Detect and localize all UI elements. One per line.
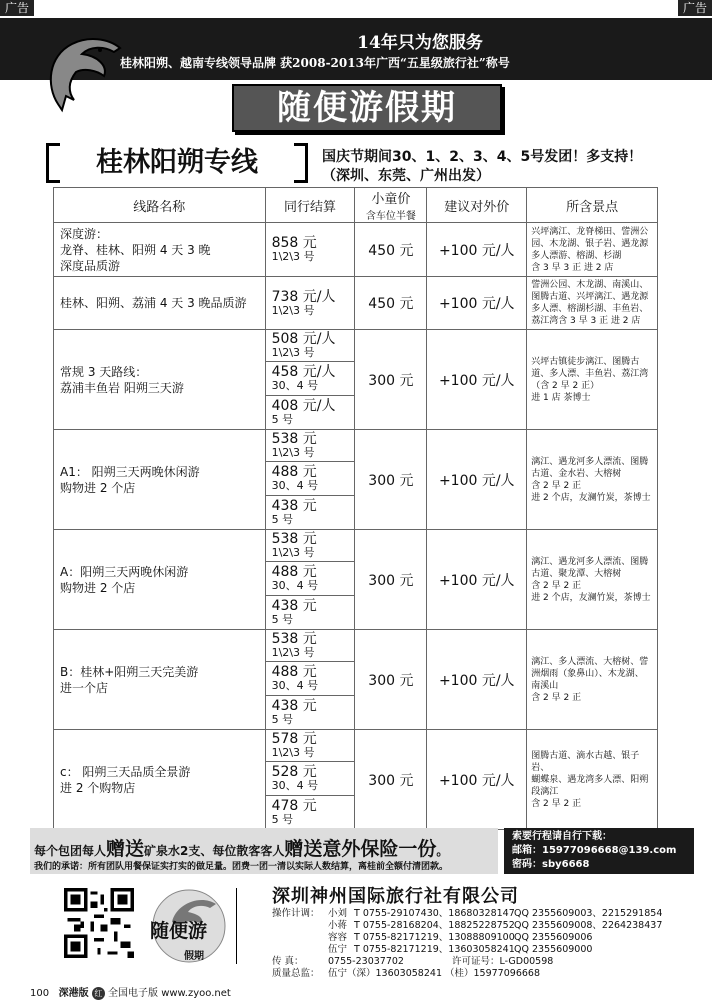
table-header-row	[54, 188, 658, 223]
spots-line: 含 2 早 2 正	[531, 580, 582, 591]
peer-price: 508 元/人	[271, 331, 336, 347]
promo-gift1: 赠送	[106, 838, 145, 860]
license-number: 许可证号：L-GD00598	[452, 956, 554, 967]
departure-dates: 5 号	[271, 813, 294, 826]
company-name: 深圳神州国际旅行社有限公司	[272, 886, 519, 907]
peer-price-cell	[265, 277, 355, 330]
spots-line: 古道、聚龙潭、大榕树	[531, 568, 622, 579]
spots-line: 漓江、遇龙河多人漂流、图腾	[531, 456, 649, 467]
promo-part2: 矿泉水2支、每位散客客人	[144, 844, 285, 858]
route-title-text: 桂林阳朔专线	[96, 147, 258, 178]
route-name-line: B：桂林+阳朔三天完美游	[60, 664, 199, 679]
included-spots-cell	[527, 430, 658, 530]
contact-qq: QQ 2355609003、2215291854	[514, 908, 663, 919]
route-name-cell	[54, 430, 266, 530]
peer-price: 538 元	[271, 631, 317, 647]
peer-price: 438 元	[271, 698, 317, 714]
table-row	[54, 430, 658, 462]
route-name-cell	[54, 330, 266, 430]
price-table	[53, 187, 658, 830]
spots-line: 古道、金水岩、大榕树	[531, 468, 622, 479]
spots-line: （含 2 早 2 正）	[531, 380, 600, 391]
footer-divider	[236, 888, 237, 964]
peer-price: 438 元	[271, 598, 317, 614]
suggested-price-cell: +100 元/人	[427, 730, 527, 830]
departure-dates: 5 号	[271, 713, 294, 726]
qr-code-icon[interactable]	[64, 888, 134, 958]
contact-phone[interactable]: T 0755-82171219、13603058241	[354, 944, 515, 955]
departure-dates: 1\2\3 号	[271, 303, 315, 317]
fax-number: 0755-23037702	[328, 956, 404, 967]
peer-price-cell	[265, 330, 355, 362]
header-child-label: 小童价	[371, 192, 411, 207]
spots-line: 兴坪漓江、龙脊梯田、訾洲公	[531, 226, 649, 237]
table-row	[54, 730, 658, 762]
route-name-cell	[54, 277, 266, 330]
route-name-line: 深度品质游	[60, 258, 121, 273]
ad-label-left: 广告	[0, 0, 34, 16]
included-spots-cell	[527, 630, 658, 730]
emblem-subtitle: 假期	[184, 951, 204, 962]
contact-phone[interactable]: T 0755-28168204、18825228752	[354, 920, 515, 931]
manager-contact: 伍宁（深）13603058241 （桂）15977096668	[328, 968, 540, 979]
promo-gift2: 赠送意外保险一份	[284, 838, 437, 860]
emblem-title: 随便游	[150, 920, 208, 942]
included-spots-cell	[527, 530, 658, 630]
peer-price: 458 元/人	[271, 364, 336, 380]
manager-label: 质量总监：	[272, 968, 320, 979]
departure-notice	[322, 148, 702, 186]
page-footer	[30, 984, 231, 1000]
download-title: 索要行程请自行下载：	[512, 831, 612, 842]
suggested-price-cell: +100 元/人	[427, 277, 527, 330]
edition-badge-icon: 红	[92, 987, 105, 1000]
spots-line: 道、多人漂、丰鱼岩、荔江湾	[531, 368, 649, 379]
departure-dates: 5 号	[271, 413, 294, 426]
peer-price: 408 元/人	[271, 398, 336, 414]
departure-dates: 30、4 号	[271, 779, 319, 792]
route-name-line: A：阳朔三天两晚休闲游	[60, 564, 189, 579]
promo-line1	[34, 834, 504, 861]
peer-price-cell	[265, 796, 355, 830]
spots-line: 洲烟雨（象鼻山）、木龙湖、	[531, 668, 644, 679]
peer-price-cell	[265, 430, 355, 462]
departure-dates: 30、4 号	[271, 479, 319, 492]
peer-price-cell	[265, 662, 355, 696]
table-row	[54, 630, 658, 662]
email-value[interactable]: 15977096668@139.com	[542, 845, 677, 856]
contact-name: 伍宁	[328, 944, 348, 955]
peer-price: 478 元	[271, 798, 317, 814]
included-spots-cell	[527, 223, 658, 277]
contact-name: 小蒋	[328, 920, 348, 931]
ops-label: 操作计调：	[272, 908, 320, 919]
route-name-line: 进 2 个购物店	[60, 780, 136, 795]
route-name-line: 进一个店	[60, 680, 109, 695]
spots-line: 含 3 早 3 正 进 2 店	[531, 262, 614, 273]
header-route: 线路名称	[54, 188, 266, 223]
peer-price-cell	[265, 530, 355, 562]
suggested-price-cell: +100 元/人	[427, 223, 527, 277]
spots-line: 园、木龙湖、银子岩、遇龙源	[531, 238, 649, 249]
contact-qq: QQ 2355609000	[514, 944, 593, 955]
route-name-line: 购物进 2 个店	[60, 580, 136, 595]
email-label: 邮箱：	[512, 845, 542, 856]
spots-line: 图腾古道、滴水古越、银子岩、	[531, 750, 640, 773]
peer-price: 858 元	[271, 235, 317, 251]
route-name-line: 购物进 2 个店	[60, 480, 136, 495]
edition-label: 深港版	[58, 988, 89, 999]
child-price-cell: 300 元	[355, 530, 427, 630]
peer-price: 488 元	[271, 564, 317, 580]
notice-line2: （深圳、东莞、广州出发）	[322, 168, 490, 184]
child-price-cell: 300 元	[355, 330, 427, 430]
child-price-cell: 300 元	[355, 430, 427, 530]
banner-subtitle: 桂林阳朔、越南专线领导品牌 获2008-2013年广西“五星级旅行社”称号	[120, 56, 510, 70]
suggested-price-cell: +100 元/人	[427, 630, 527, 730]
peer-price-cell	[265, 362, 355, 396]
spots-line: 含 2 早 2 正	[531, 692, 582, 703]
spots-line: 进 1 店 茶博士	[531, 392, 591, 403]
route-name-cell	[54, 223, 266, 277]
departure-dates: 30、4 号	[271, 579, 319, 592]
spots-line: 进 2 个店，友澜竹炭，茶博士	[531, 592, 651, 603]
spots-line: 漓江、遇龙河多人漂流、图腾	[531, 556, 649, 567]
peer-price: 528 元	[271, 764, 317, 780]
spots-line: 进 2 个店，友澜竹炭，茶博士	[531, 492, 651, 503]
promo-bar	[30, 828, 498, 874]
route-name-cell	[54, 730, 266, 830]
departure-dates: 1\2\3 号	[271, 646, 315, 659]
peer-price: 538 元	[271, 531, 317, 547]
password-label: 密码：	[512, 859, 542, 870]
departure-dates: 1\2\3 号	[271, 746, 315, 759]
spots-line: 兴坪古镇徒步漓江、图腾古	[531, 356, 640, 367]
route-title	[46, 143, 308, 183]
route-name-line: 荔浦丰鱼岩 阳朔三天游	[60, 380, 184, 395]
peer-price-cell	[265, 762, 355, 796]
site-link[interactable]: 全国电子版 www.zyoo.net	[108, 988, 231, 999]
included-spots-cell	[527, 277, 658, 330]
spots-line: 南溪山	[531, 680, 559, 691]
peer-price-cell	[265, 630, 355, 662]
peer-price: 738 元/人	[271, 288, 336, 305]
spots-line: 多人漂、榕湖杉湖、丰鱼岩、	[531, 304, 649, 314]
peer-price: 438 元	[271, 498, 317, 514]
route-name-line: 龙脊、桂林、阳朔 4 天 3 晚	[60, 242, 211, 257]
peer-price: 488 元	[271, 664, 317, 680]
peer-price: 488 元	[271, 464, 317, 480]
spots-line: 多人漂游、榕湖、杉湖	[531, 250, 622, 261]
child-price-cell: 300 元	[355, 630, 427, 730]
departure-dates: 1\2\3 号	[271, 446, 315, 459]
peer-price: 538 元	[271, 431, 317, 447]
departure-dates: 1\2\3 号	[271, 250, 315, 263]
suggested-price-cell: +100 元/人	[427, 330, 527, 430]
bracket-right	[294, 143, 308, 183]
contact-phone[interactable]: T 0755-82171219、13088809100	[354, 932, 515, 943]
route-name-line: c： 阳朔三天品质全景游	[60, 764, 191, 779]
departure-dates: 30、4 号	[271, 379, 319, 392]
header-suggest-price: 建议对外价	[427, 188, 527, 223]
contact-name: 小刘	[328, 908, 348, 919]
ad-label-right: 广告	[678, 0, 712, 16]
route-name-line: 深度游：	[60, 226, 109, 241]
table-row	[54, 530, 658, 562]
spots-line: 漓江、多人漂流、大榕树、訾	[531, 656, 649, 667]
password-value: sby6668	[542, 859, 590, 870]
route-name-cell	[54, 630, 266, 730]
header-spots: 所含景点	[527, 188, 658, 223]
departure-dates: 5 号	[271, 513, 294, 526]
dolphin-logo-icon	[38, 26, 128, 116]
contact-qq: QQ 2355609008、2264238437	[514, 920, 663, 931]
table-row	[54, 223, 658, 277]
contact-name: 容容	[328, 932, 348, 943]
header-peer-price: 同行结算	[265, 188, 355, 223]
promo-promise: 我们的承诺：所有团队用餐保证实打实的做足量。团费一团一清以实际人数结算，离桂前全额付清团款。	[34, 862, 449, 872]
bracket-left	[46, 143, 60, 183]
peer-price: 578 元	[271, 731, 317, 747]
spots-line: 图腾古道、兴坪漓江、遇龙源	[531, 292, 649, 302]
promo-part3: 。	[436, 844, 449, 858]
route-name-line: 桂林、阳朔、荔浦 4 天 3 晚品质游	[60, 296, 247, 310]
departure-dates: 5 号	[271, 613, 294, 626]
departure-dates: 1\2\3 号	[271, 346, 315, 359]
child-price-cell: 300 元	[355, 730, 427, 830]
fax-label: 传 真：	[272, 956, 304, 967]
peer-price-cell	[265, 496, 355, 530]
child-price-cell: 450 元	[355, 277, 427, 330]
header-child-price	[355, 188, 427, 223]
peer-price-cell	[265, 223, 355, 277]
included-spots-cell	[527, 330, 658, 430]
download-box	[504, 828, 694, 874]
peer-price-cell	[265, 396, 355, 430]
peer-price-cell	[265, 730, 355, 762]
route-name-cell	[54, 530, 266, 630]
brand-title: 随便游假期	[232, 84, 502, 132]
notice-line1: 国庆节期间30、1、2、3、4、5号发团！多支持！	[322, 149, 643, 165]
contact-qq: QQ 2355609006	[514, 932, 593, 943]
route-name-line: 常规 3 天路线：	[60, 364, 148, 379]
download-email	[512, 844, 686, 858]
peer-price-cell	[265, 462, 355, 496]
spots-line: 荔江湾含 3 早 3 正 进 2 店	[531, 316, 641, 326]
departure-dates: 1\2\3 号	[271, 546, 315, 559]
suggested-price-cell: +100 元/人	[427, 530, 527, 630]
spots-line: 含 2 早 2 正	[531, 798, 582, 809]
spots-line: 段漓江	[531, 786, 559, 797]
peer-price-cell	[265, 562, 355, 596]
table-row	[54, 277, 658, 330]
departure-dates: 30、4 号	[271, 679, 319, 692]
download-password	[512, 858, 686, 872]
spots-line: 含 2 早 2 正	[531, 480, 582, 491]
peer-price-cell	[265, 696, 355, 730]
peer-price-cell	[265, 596, 355, 630]
spots-line: 蝴蝶泉、遇龙湾多人漂、阳朔	[531, 774, 649, 785]
contact-phone[interactable]: T 0755-29107430、18680328147	[354, 908, 515, 919]
header-child-sub: 含车位半餐	[365, 211, 416, 222]
page-number: 100	[30, 988, 50, 999]
promo-part1: 每个包团每人	[34, 844, 107, 858]
table-row	[54, 330, 658, 362]
included-spots-cell	[527, 730, 658, 830]
route-name-line: A1： 阳朔三天两晚休闲游	[60, 464, 200, 479]
banner-slogan: 14年只为您服务	[357, 33, 483, 53]
child-price-cell: 450 元	[355, 223, 427, 277]
spots-line: 訾洲公园、木龙湖、南溪山、	[531, 280, 649, 290]
suggested-price-cell: +100 元/人	[427, 430, 527, 530]
